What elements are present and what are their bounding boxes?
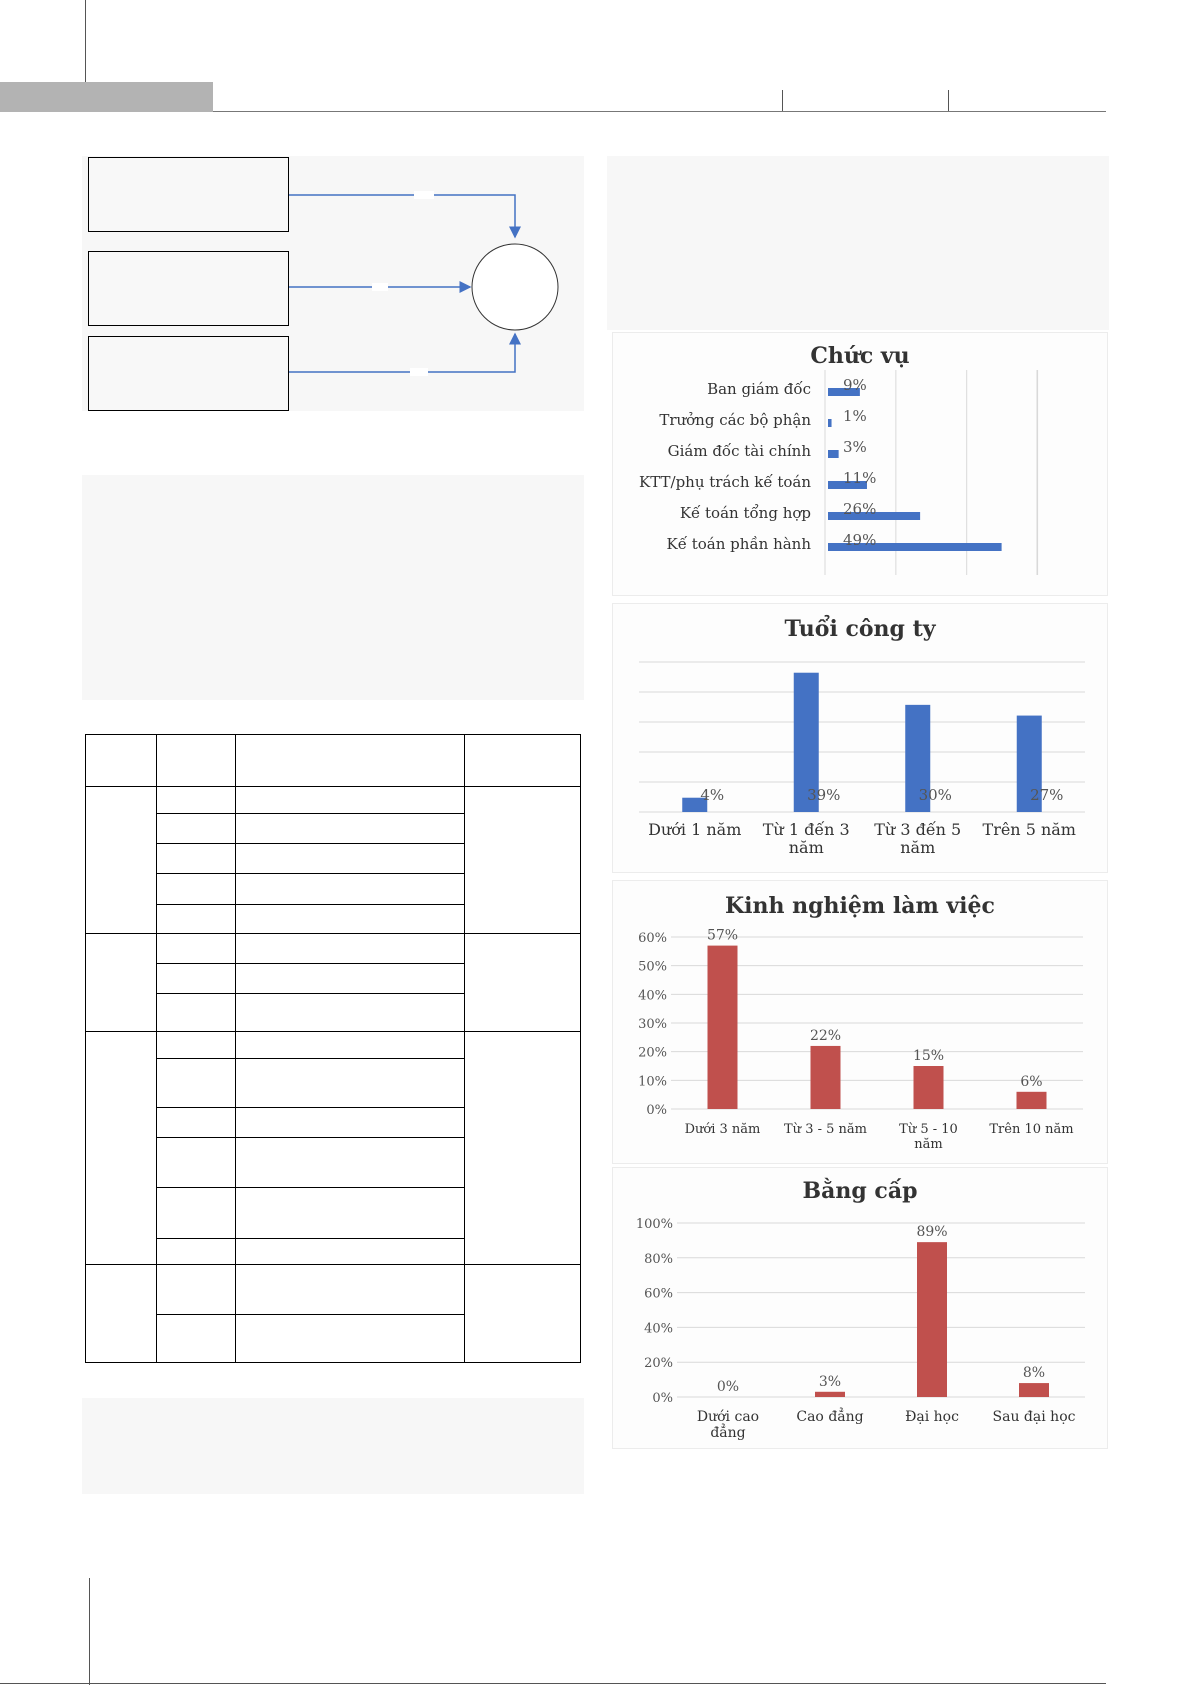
data-label: 8% [1022, 1365, 1046, 1382]
diagram-connectors [0, 0, 600, 430]
data-label: 26% [843, 500, 877, 518]
category-label: Dưới cao đẳng [696, 1409, 760, 1441]
chart-title: Kinh nghiệm làm việc [725, 893, 995, 919]
bar [815, 1392, 845, 1397]
table-row [86, 1264, 581, 1314]
data-label: 4% [700, 786, 725, 804]
data-label: 9% [843, 376, 867, 394]
data-label: 3% [818, 1373, 842, 1390]
text-block-2 [82, 1398, 584, 1494]
diagram-path-label-1 [414, 191, 434, 199]
category-label: Từ 1 đến 3 năm [762, 820, 850, 857]
table-header-row [86, 735, 581, 787]
footer-left-rule [89, 1578, 90, 1685]
header-tick-1 [782, 90, 783, 111]
tick-label: 0% [646, 1103, 667, 1118]
bar [828, 450, 839, 458]
table-row [86, 1031, 581, 1058]
category-label: Từ 3 - 5 năm [784, 1122, 867, 1137]
text-block-right [607, 156, 1109, 330]
diagram-arrow-3 [289, 334, 515, 372]
tick-label: 80% [644, 1251, 673, 1267]
category-label: Ban giám đốc [707, 380, 811, 398]
tick-label: 20% [644, 1356, 673, 1372]
tick-label: 30% [638, 1017, 667, 1032]
data-label: 22% [809, 1027, 842, 1044]
chart-plot [613, 881, 1107, 1163]
category-label: Cao đẳng [796, 1409, 864, 1425]
diagram-arrow-1 [289, 195, 515, 237]
bar [917, 1242, 947, 1397]
data-label: 49% [843, 531, 877, 549]
data-label: 57% [706, 927, 739, 944]
data-label: 89% [916, 1224, 948, 1241]
data-label: 27% [1030, 786, 1064, 804]
tick-label: 40% [644, 1321, 673, 1337]
category-label: Sau đại học [992, 1409, 1076, 1425]
category-label: Dưới 1 năm [648, 820, 742, 839]
data-label: 30% [918, 786, 952, 804]
bar [811, 1046, 841, 1109]
bar [1017, 1092, 1047, 1109]
category-label: Trên 10 năm [989, 1122, 1074, 1137]
category-label: Kế toán phần hành [666, 535, 811, 553]
tick-label: 40% [638, 988, 667, 1004]
table-row [86, 933, 581, 963]
tick-label: 20% [638, 1045, 667, 1061]
category-label: Từ 3 đến 5 năm [874, 820, 962, 857]
tick-label: 100% [635, 1217, 673, 1232]
data-table [85, 734, 581, 1363]
category-label: Trên 5 năm [982, 820, 1076, 839]
chart-title: Tuổi công ty [784, 616, 936, 642]
table-row [86, 787, 581, 814]
category-label: KTT/phụ trách kế toán [639, 473, 811, 491]
bar [708, 946, 738, 1109]
footer-rule [0, 1683, 1106, 1684]
tick-label: 60% [638, 931, 667, 946]
category-label: Trưởng các bộ phận [659, 411, 811, 429]
tick-label: 50% [638, 959, 667, 975]
chart-chuc-vu [612, 332, 1108, 596]
chart-kinh-nghiem [612, 880, 1108, 1164]
bar [828, 419, 832, 427]
bar [1019, 1383, 1049, 1397]
category-label: Từ 5 - 10 năm [899, 1122, 958, 1152]
category-label: Giám đốc tài chính [667, 442, 811, 460]
bar [914, 1066, 944, 1109]
chart-bang-cap [612, 1167, 1108, 1449]
category-label: Dưới 3 năm [684, 1122, 761, 1137]
data-label: 15% [912, 1048, 945, 1064]
chart-title: Chức vụ [810, 343, 910, 369]
chart-plot [613, 333, 1107, 595]
diagram-path-label-2 [372, 283, 388, 291]
chart-plot [613, 1168, 1107, 1448]
diagram-circle [472, 244, 558, 330]
chart-title: Bằng cấp [802, 1178, 918, 1204]
tick-label: 0% [652, 1391, 673, 1406]
chart-plot [613, 604, 1107, 872]
chart-tuoi-cong-ty [612, 603, 1108, 873]
tick-label: 10% [638, 1074, 667, 1090]
text-block-1 [82, 475, 584, 700]
data-label: 1% [843, 407, 867, 425]
data-label: 11% [843, 469, 877, 487]
data-label: 39% [807, 786, 841, 804]
category-label: Kế toán tổng hợp [679, 504, 811, 522]
tick-label: 60% [644, 1286, 673, 1302]
diagram-path-label-3 [410, 368, 428, 376]
data-label: 6% [1020, 1073, 1043, 1090]
category-label: Đại học [905, 1409, 959, 1425]
header-tick-2 [948, 90, 949, 111]
data-label: 3% [843, 438, 867, 456]
data-label: 0% [716, 1379, 740, 1395]
